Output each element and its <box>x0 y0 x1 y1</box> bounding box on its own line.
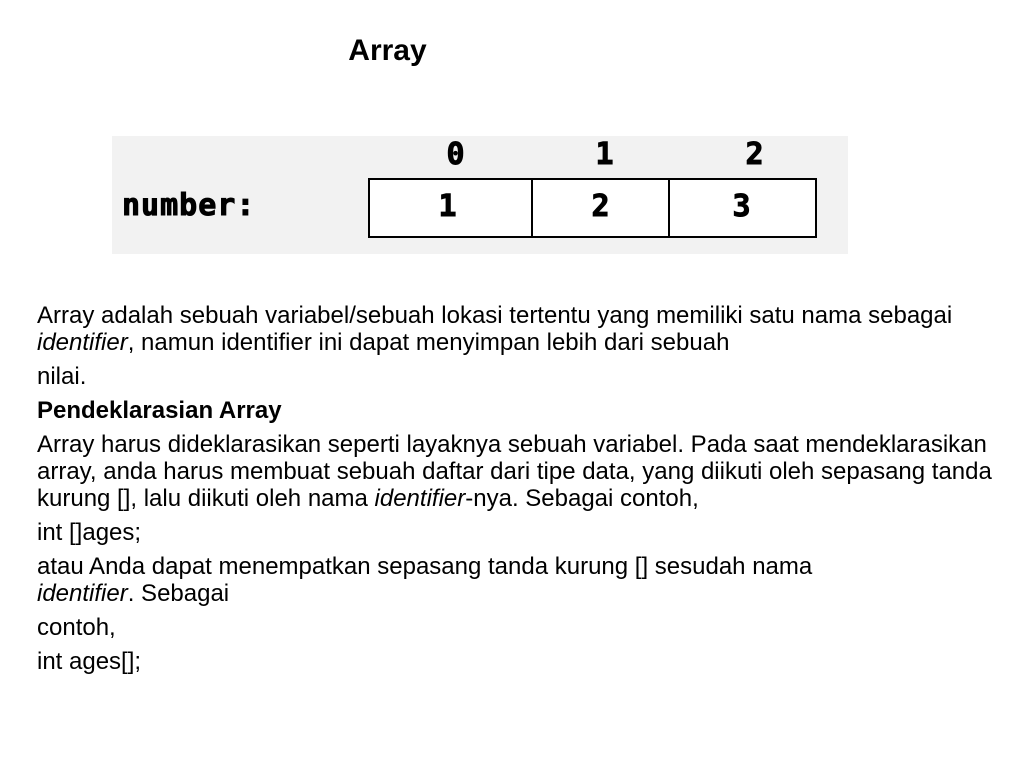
code-example-1: int []ages; <box>37 519 142 546</box>
emphasis-text: identifier <box>374 485 466 512</box>
paragraph-alternative <box>37 553 997 607</box>
array-index-1: 1 <box>595 137 615 172</box>
paragraph-definition <box>37 302 997 356</box>
paragraph-continuation-2: contoh, <box>37 614 116 641</box>
text-span: Array adalah sebuah variabel/sebuah lokasi tertentu yang memiliki satu nama sebagai <box>37 302 953 329</box>
array-diagram <box>112 136 848 254</box>
emphasis-text: identifier <box>37 580 128 607</box>
array-cell-2 <box>670 180 815 236</box>
text-span: atau Anda dapat menempatkan sepasang tanda kurung [] sesudah nama <box>37 553 813 580</box>
array-cell-value: 3 <box>732 189 752 224</box>
array-index-2: 2 <box>745 137 765 172</box>
emphasis-text: identifier <box>37 329 128 356</box>
array-index-0: 0 <box>446 137 466 172</box>
paragraph-continuation: nilai. <box>37 363 87 390</box>
slide-title: Array <box>348 34 427 67</box>
array-cell-value: 2 <box>591 189 611 224</box>
array-cells <box>368 178 817 238</box>
paragraph-declaration <box>37 431 997 512</box>
text-span: -nya. Sebagai contoh, <box>465 485 699 512</box>
text-span: . Sebagai <box>127 580 230 607</box>
text-span: Array harus dideklarasikan seperti layaknya sebuah variabel. Pada saat mendeklarasikan array, anda harus membuat sebuah daftar dari tipe data, yang diikuti oleh sepasang tanda kurung [], lalu diikuti oleh nama <box>37 431 992 512</box>
text-span: , namun identifier ini dapat menyimpan lebih dari sebuah <box>127 329 730 356</box>
code-example-2: int ages[]; <box>37 648 142 675</box>
section-heading: Pendeklarasian Array <box>37 397 282 424</box>
array-variable-label: number: <box>122 188 256 223</box>
slide-body <box>37 302 997 682</box>
array-cell-1 <box>533 180 670 236</box>
array-cell-value: 1 <box>438 189 458 224</box>
array-cell-0 <box>370 180 533 236</box>
